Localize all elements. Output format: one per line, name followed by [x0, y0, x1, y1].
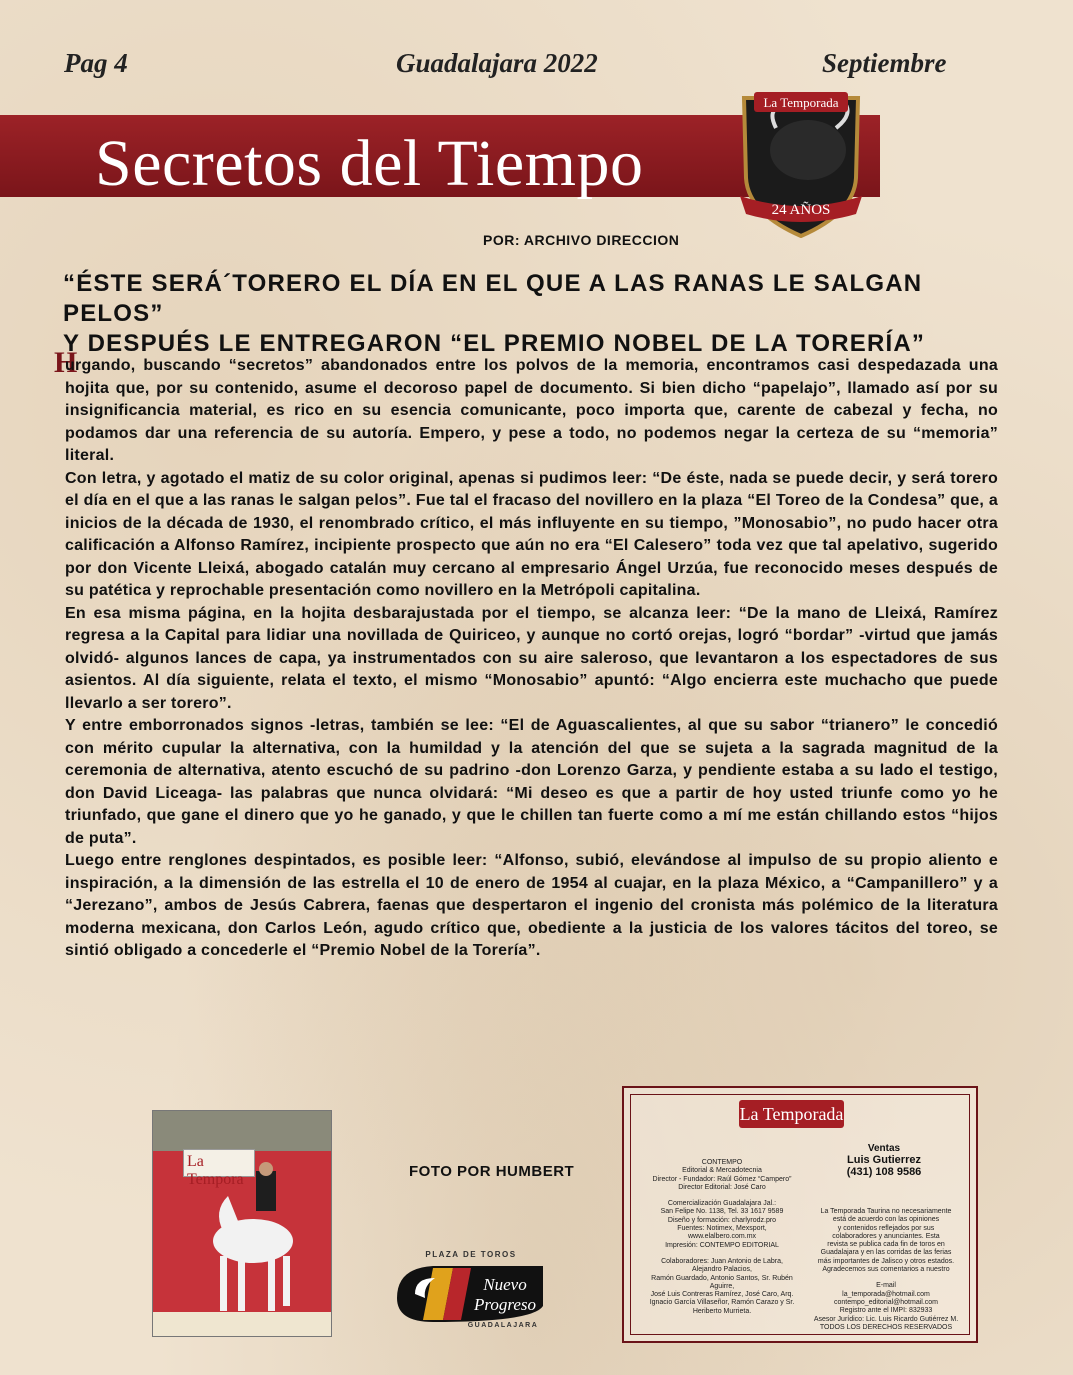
headline — [63, 269, 1023, 359]
ventas-block — [804, 1143, 964, 1178]
credits-line: Guadalajara y en las corridas de las ferias — [820, 1249, 952, 1257]
magazine-cover-image — [152, 1110, 332, 1337]
cover-brand: La Tempora — [187, 1153, 244, 1188]
credits-brand-logo — [739, 1100, 844, 1128]
plaza-logo-name1: Nuevo — [483, 1275, 527, 1294]
article-paragraph: urgando, buscando “secretos” abandonados entre los polvos de la memoria, encontramos casi despedazada una hojita que, por su contenido, asume el decoroso papel de documento. Si bien dicho “papelajo”, llamado así por su insignificancia material, es rico en su esencia comunicante, poco importa que, carente de cabezal y fecha, no podamos dar una referencia de su autoría. Empero, y pese a todo, no podemos negar la certeza de su “memoria” literal. — [65, 357, 998, 464]
credits-line: www.elalbero.com.mx — [687, 1233, 757, 1241]
article-paragraph: En esa misma página, en la hojita desbarajustada por el tiempo, se alcanza leer: “De la mano de Lleixá, Ramírez regresa a la Capital para lidiar una novillada de Quiriceo, y aunque no cortó orejas, logró “bordar” -virtud que jamás olvidó- algunos lances de capa, ya instrumentados con su aire saleroso, que levantaron a los espectadores de sus asientos. Al día siguiente, relata el texto, el mismo “Monosabio” apuntó: “Algo encierra este muchacho que puede llevarlo a ser torero”. — [65, 604, 998, 712]
credits-line: Ramón Guardado, Antonio Santos, Sr. Rubén — [651, 1274, 793, 1282]
article-paragraph: Y entre emborronados signos -letras, también se lee: “El de Aguascalientes, al que su sabor “trianero” le concedió con mérito cupular la alternativa, con la humildad y la atención del que se sujeta a la sagrada magnitud de la ceremonia de alternativa, atento escuchó de su padrino -don Lorenzo Garza, y pendiente estaba a su lado el testigo, don David Liceaga- las palabras que nunca olvidará: “Mi deseo es que a partir de hoy usted triunfe como yo he triunfado, que gane el dinero que yo he ganado, y que le chillen tan fuerte como a mí me están chillando estos “hijos de puta”. — [65, 717, 998, 847]
credits-line: más importantes de Jalisco y otros estados. — [817, 1257, 955, 1265]
cover-footer — [153, 1312, 331, 1336]
credits-line: Ignacio García Villaseñor, Ramón Carazo y Sr. — [649, 1299, 795, 1307]
credits-line: Alejandro Palacios, — [692, 1266, 752, 1274]
credits-box — [622, 1086, 978, 1343]
credits-column-right — [802, 1208, 970, 1332]
ventas-name: Luis Gutierrez — [847, 1154, 921, 1166]
plaza-logo-top: PLAZA DE TOROS — [425, 1250, 517, 1259]
credits-line: José Luis Contreras Ramírez, José Caro, Arq. — [650, 1291, 794, 1299]
credits-line — [638, 1192, 806, 1200]
credits-line: Fuentes: Notimex, Mexsport, — [677, 1225, 767, 1233]
credits-line: Director Editorial: José Caro — [678, 1183, 766, 1191]
credits-line: Heriberto Murrieta. — [692, 1307, 752, 1315]
credits-line: Director - Fundador: Raúl Gómez “Campero” — [652, 1175, 792, 1183]
ventas-label: Ventas — [867, 1143, 901, 1154]
article-body — [65, 355, 998, 963]
credits-line: Registro ante el IMPI: 832933 — [839, 1307, 933, 1315]
credits-line: Editorial & Mercadotecnia — [682, 1167, 762, 1175]
headline-line-2: Y DESPUÉS LE ENTREGARON “EL PREMIO NOBEL DE LA TORERÍA” — [63, 330, 926, 357]
plaza-logo-city: GUADALAJARA — [467, 1322, 539, 1328]
article-paragraph: Luego entre renglones despintados, es posible leer: “Alfonso, subió, elevándose al impulso de su propio aliento e inspiración, a la dimensión de las estrella el 10 de enero de 1954 al cuajar, en la plaza México, a “Campanillero” y a “Jerezano”, ambos de Jesús Cabrera, faenas que despertaron el ingenio del cronista más polémico de la literatura moderna mexicana, don Carlos León, agudo crítico que, obediente a la justicia de los valores tácitos del toreo, se sintió obligado a concederle el “Premio Nobel de la Torería”. — [65, 852, 998, 959]
credits-line: revista se publica cada fin de toros en — [827, 1241, 945, 1249]
crest-logo — [736, 88, 866, 238]
crest-brand-text: La Temporada — [763, 95, 839, 110]
cover-crowd — [153, 1111, 331, 1151]
edition-label: Guadalajara 2022 — [396, 48, 598, 78]
credits-line: Aguirre, — [709, 1282, 735, 1290]
credits-line: Colaboradores: Juan Antonio de Labra, — [661, 1257, 783, 1265]
article-paragraph: Con letra, y agotado el matiz de su color original, apenas si pudimos leer: “De éste, nada se puede decir, y será torero el día en el que a las ranas le salgan pelos”. Fue tal el fracaso del novillero en la plaza “El Toreo de la Condesa” que, a inicios de la década de 1930, el renombrado crítico, el más influyente en su tiempo, ”Monosabio”, no pudo hacer otra calificación a Alfonso Ramírez, incipiente prospecto que aún no era “El Calesero” toda vez que tal apelativo, sugerido por don Vicente Lleixá, abogado catalán muy cercano al empresario Ángel Urzúa, fue reconocido meses después de su patética y reprochable presentación como novillero en la Metrópoli capitalina. — [65, 469, 998, 599]
credits-line: Diseño y formación: charlyrodz.pro — [667, 1216, 777, 1224]
crest-years-text: 24 AÑOS — [771, 202, 831, 218]
credits-line: contempo_editorial@hotmail.com — [834, 1298, 938, 1306]
plaza-nuevo-progreso-logo — [393, 1248, 548, 1328]
horse-rider-figure — [208, 1161, 308, 1321]
credits-line: colaboradores y anunciantes. Esta — [832, 1232, 940, 1240]
credits-column-left — [638, 1159, 806, 1316]
credits-line — [802, 1274, 970, 1282]
credits-line: y contenidos reflejados por sus — [837, 1224, 935, 1232]
credits-line: E-mail — [876, 1282, 896, 1290]
photo-credit: FOTO POR HUMBERT — [409, 1163, 575, 1180]
credits-line: está de acuerdo con las opiniones — [832, 1216, 940, 1224]
month-label: Septiembre — [822, 48, 947, 78]
ventas-phone: (431) 108 9586 — [846, 1166, 922, 1178]
headline-line-1: “ÉSTE SERÁ´TORERO EL DÍA EN EL QUE A LAS RANAS LE SALGAN PELOS” — [63, 270, 923, 327]
credits-line: CONTEMPO — [701, 1159, 743, 1166]
credits-line — [638, 1250, 806, 1258]
page-number: Pag 4 — [64, 48, 128, 78]
credits-line: Asesor Jurídico: Lic. Luis Ricardo Gutiérrez M. — [813, 1315, 959, 1323]
credits-line: Agradecemos sus comentarios a nuestro — [822, 1266, 950, 1274]
drop-cap: H — [54, 346, 78, 379]
credits-line: La Temporada Taurina no necesariamente — [820, 1208, 952, 1215]
credits-line: Comercialización Guadalajara Jal.: — [667, 1200, 777, 1208]
plaza-logo-name2: Progreso — [473, 1295, 537, 1314]
credits-brand-text: La Temporada — [739, 1104, 844, 1124]
credits-line: Impresión: CONTEMPO EDITORIAL — [665, 1241, 779, 1249]
credits-line: San Felipe No. 1138, Tel. 33 1617 9589 — [660, 1208, 784, 1216]
byline: POR: ARCHIVO DIRECCION — [483, 232, 680, 248]
section-title: Secretos del Tiempo — [95, 127, 644, 200]
credits-line: la_temporada@hotmail.com — [842, 1290, 930, 1298]
credits-line: TODOS LOS DERECHOS RESERVADOS — [819, 1323, 953, 1331]
